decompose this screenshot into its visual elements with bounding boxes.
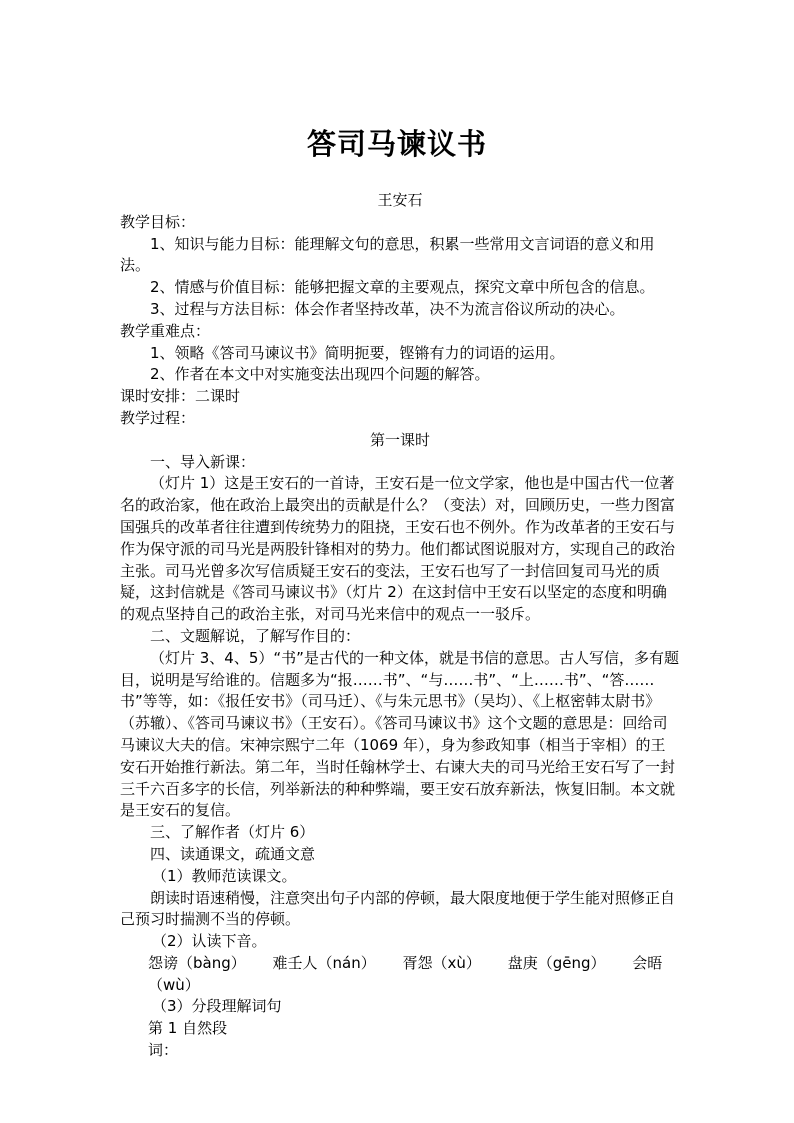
lesson-heading: 第一课时 bbox=[369, 430, 430, 449]
section-heading: 二、文题解说，了解写作目的： bbox=[150, 626, 361, 645]
pinyin-item: 盘庚（gēng） bbox=[507, 953, 606, 972]
word-label: 词： bbox=[148, 1041, 179, 1060]
goal-item: 2、情感与价值目标：能够把握文章的主要观点，探究文章中所包含的信息。 bbox=[150, 278, 655, 297]
subsection-heading: （2）认读下音。 bbox=[152, 932, 267, 951]
key-item: 2、作者在本文中对实施变法出现四个问题的解答。 bbox=[150, 365, 490, 384]
pinyin-item: 胥怨（xù） bbox=[402, 953, 481, 972]
section-heading: 一、导入新课： bbox=[150, 452, 256, 471]
section-heading: 四、读通课文，疏通文意 bbox=[150, 844, 316, 863]
key-item: 1、领略《答司马谏议书》简明扼要，铿锵有力的词语的运用。 bbox=[150, 343, 565, 362]
key-heading: 教学重难点： bbox=[120, 321, 211, 340]
paragraph-number: 第 1 自然段 bbox=[148, 1019, 228, 1038]
pinyin-item: 怨谤（bàng） bbox=[148, 953, 246, 972]
document-title: 答司马谏议书 bbox=[306, 127, 487, 161]
body-paragraph: 朗读时语速稍慢，注意突出句子内部的停顿，最大限度地便于学生能对照修正自己预习时揣测不当的停顿。 bbox=[120, 888, 676, 929]
subsection-heading: （3）分段理解词句 bbox=[152, 997, 282, 1016]
process-heading: 教学过程： bbox=[120, 408, 196, 427]
schedule-line: 课时安排：二课时 bbox=[120, 387, 241, 406]
goal-item: 1、知识与能力目标：能理解文句的意思，积累一些常用文言词语的意义和用法。 bbox=[120, 234, 655, 275]
body-paragraph: （灯片 3、4、5）“书”是古代的一种文体，就是书信的意思。古人写信，多有题目，说明是写给谁的。信题多为“报……书”、“与……书”、“上……书”、“答……书”等等，如：《报任安书》（司马迁）、《与朱元思书》（吴均）、《上枢密韩太尉书》（苏辙）、《答司马谏议书》（王安石）。《答司马谏议书》这个文题的意思是：回给司马谏议大夫的信。宋神宗熙宁二年（1069 年），身为参政知事（相当于宰相）的王安石开始推行新法。第二年，当时任翰林学士、右谏大夫的司马光给王安石写了一封三千六百多字的长信，列举新法的种种弊端，要王安石放弃新法，恢复旧制。本文就是王安石的复信。 bbox=[120, 648, 679, 820]
pinyin-item: 会晤（wù） bbox=[148, 953, 663, 994]
document-body bbox=[120, 190, 680, 1062]
author-line: 王安石 bbox=[377, 191, 423, 209]
section-heading: 三、了解作者（灯片 6） bbox=[150, 823, 315, 842]
goal-heading: 教学目标： bbox=[120, 212, 196, 231]
pinyin-item: 难壬人（nán） bbox=[272, 953, 376, 972]
body-paragraph: （灯片 1）这是王安石的一首诗，王安石是一位文学家，他也是中国古代一位著名的政治家，他在政治上最突出的贡献是什么？（变法）对，回顾历史，一些力图富国强兵的改革者往往遭到传统势力的阻挠，王安石也不例外。作为改革者的王安石与作为保守派的司马光是两股针锋相对的势力。他们都试图说服对方，实现自己的政治主张。司马光曾多次写信质疑王安石的变法，王安石也写了一封信回复司马光的质疑，这封信就是《答司马谏议书》（灯片 2）在这封信中王安石以坚定的态度和明确的观点坚持自己的政治主张，对司马光来信中的观点一一驳斥。 bbox=[120, 474, 676, 624]
subsection-heading: （1）教师范读课文。 bbox=[152, 866, 297, 885]
pinyin-list bbox=[120, 953, 680, 997]
goal-item: 3、过程与方法目标：体会作者坚持改革，决不为流言俗议所动的决心。 bbox=[150, 299, 625, 318]
